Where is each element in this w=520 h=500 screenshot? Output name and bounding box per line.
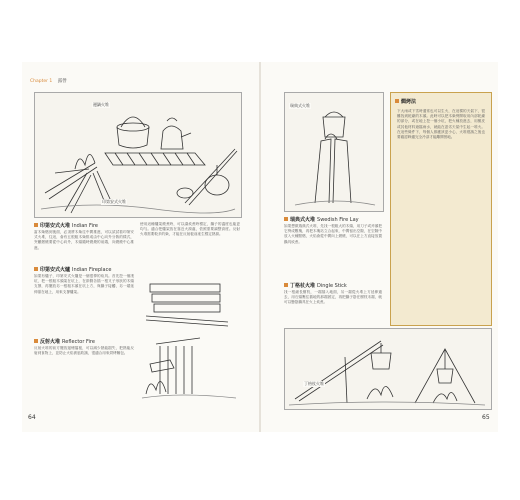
page-number-left: 64 [28, 414, 36, 421]
paragraph-dingle-stick: 找一根細長樹枝，一端插入地面，另一端從火堆上方延伸過去，用石頭壓住插地的那端固定，再把鍋子掛在樹枝末端，就可以懸掛鍋具在火上炊煮。 [284, 290, 382, 305]
dingle-stick-illustration [285, 329, 491, 409]
book-gutter [259, 62, 261, 432]
section-title-en: Reflector Fire [62, 339, 95, 345]
section-bullet-icon [395, 99, 399, 103]
swedish-fire-illustration [285, 93, 383, 211]
figure-label-pot-fire: 邊鍋火堆 [93, 102, 109, 107]
section-heading-reflector-fire [34, 338, 95, 345]
section-title-en: Dingle Stick [317, 283, 347, 289]
figure-label-dingle-stick: 丁格杖火堆 [304, 381, 324, 386]
paragraph-indian-fire: 當木柴燃到後面，必須將木柴往中間推進，可以試試看印第安式火堆，往這，會有五根粗木柴排成由中心向外分散的樣式，突顯燃燒要從中心向外，木頭隨時燃燒的前端，向燃燒中心推進。 [34, 230, 134, 250]
section-bullet-icon [34, 223, 38, 227]
section-bullet-icon [284, 283, 288, 287]
section-title-en: Indian Fire [72, 223, 98, 229]
paragraph-indian-fireplace: 如果有爐子，印第安式火爐是一個很棒的炊具。首先挖一個淺坑，把一根粗木頭架在坑上，在兩側各插一根叉子形狀的木頭支撐，再擺放另一根粗木頭在坑上方，與鍋子接觸，另一端延伸靠在地上，用來支撐爐架。 [34, 274, 134, 294]
section-title: 印第安式火爐 [40, 267, 71, 273]
section-bullet-icon [34, 339, 38, 343]
section-heading-dingle-stick [284, 282, 347, 289]
section-title: 丁格杖火堆 [290, 283, 316, 289]
reflector-fire-illustration [140, 276, 240, 406]
figure-dingle-stick [284, 328, 492, 410]
section-title: 印第安式火堆 [40, 223, 71, 229]
chapter-header [30, 78, 67, 84]
paragraph-left-column-2: 使用這種爐架燒煮時，可以讓炊煮時穩定，鍋子的溫度也能更均勻。適合把爐架放在靠近火源處，依照需要調整高度。反射火堆需要較多的柴，才能在反射板前產生穩定熱源。 [140, 222, 240, 237]
section-bullet-icon [34, 267, 38, 271]
campfire-illustration [35, 93, 241, 217]
section-heading-indian-fireplace [34, 266, 111, 273]
figure-swedish-fire [284, 92, 384, 212]
paragraph-swedish-fire: 如果想做瑞典式火堆，先找一根粗大的木頭，用刀子或斧頭把它劈成數塊，再把木塊站立合起來，中間留出空隙，在空隙中放入火種點燃，火焰會從中間向上燃燒，可以在上方直接放置鍋具炊煮。 [284, 224, 382, 244]
chapter-label: Chapter 1 [30, 79, 53, 84]
section-bullet-icon [284, 217, 288, 221]
figure-label-swedish-fire: 瑞典式火堆 [290, 103, 310, 108]
section-title: 反射火堆 [40, 339, 61, 345]
page-number-right: 65 [482, 414, 490, 421]
section-title-en: Swedish Fire Lay [317, 217, 359, 223]
section-title: 瑞典式火堆 [290, 217, 316, 223]
tip-box [390, 92, 492, 326]
tip-box-title: 燜烤法 [401, 99, 417, 105]
paragraph-reflector-fire: 反射火堆的前方擺放邊煙擋板，可以減少熱能損失，把熱能反射到食物上，並防止火焰被風吹滅，很適合用來烘烤麵包。 [34, 346, 134, 356]
chapter-title: 露營 [57, 79, 67, 84]
figure-indian-fire [34, 92, 242, 218]
section-heading-swedish-fire [284, 216, 359, 223]
figure-label-indian-fire: 印第安式火堆 [102, 199, 126, 204]
figure-reflector-fire [140, 276, 240, 406]
section-heading-indian-fire [34, 222, 98, 229]
section-title-en: Indian Fireplace [72, 267, 112, 273]
tip-box-heading [395, 98, 416, 105]
tip-box-text: 下大雨或下雪時通常也可以生火，在這樣的天氣下，很難找到乾燥的木頭。此時可以把木柴劈開取用內部乾燥的部分，或在地上挖一個小坑，把火種放進去，用樹皮或其他材料遮擋雨水，就能在惡劣天氣中生起一堆火。在這些條件下，每個人都應該更小心，火堆熄滅之後也要確認餘燼完全冷卻才能離開營地。 [397, 109, 485, 140]
